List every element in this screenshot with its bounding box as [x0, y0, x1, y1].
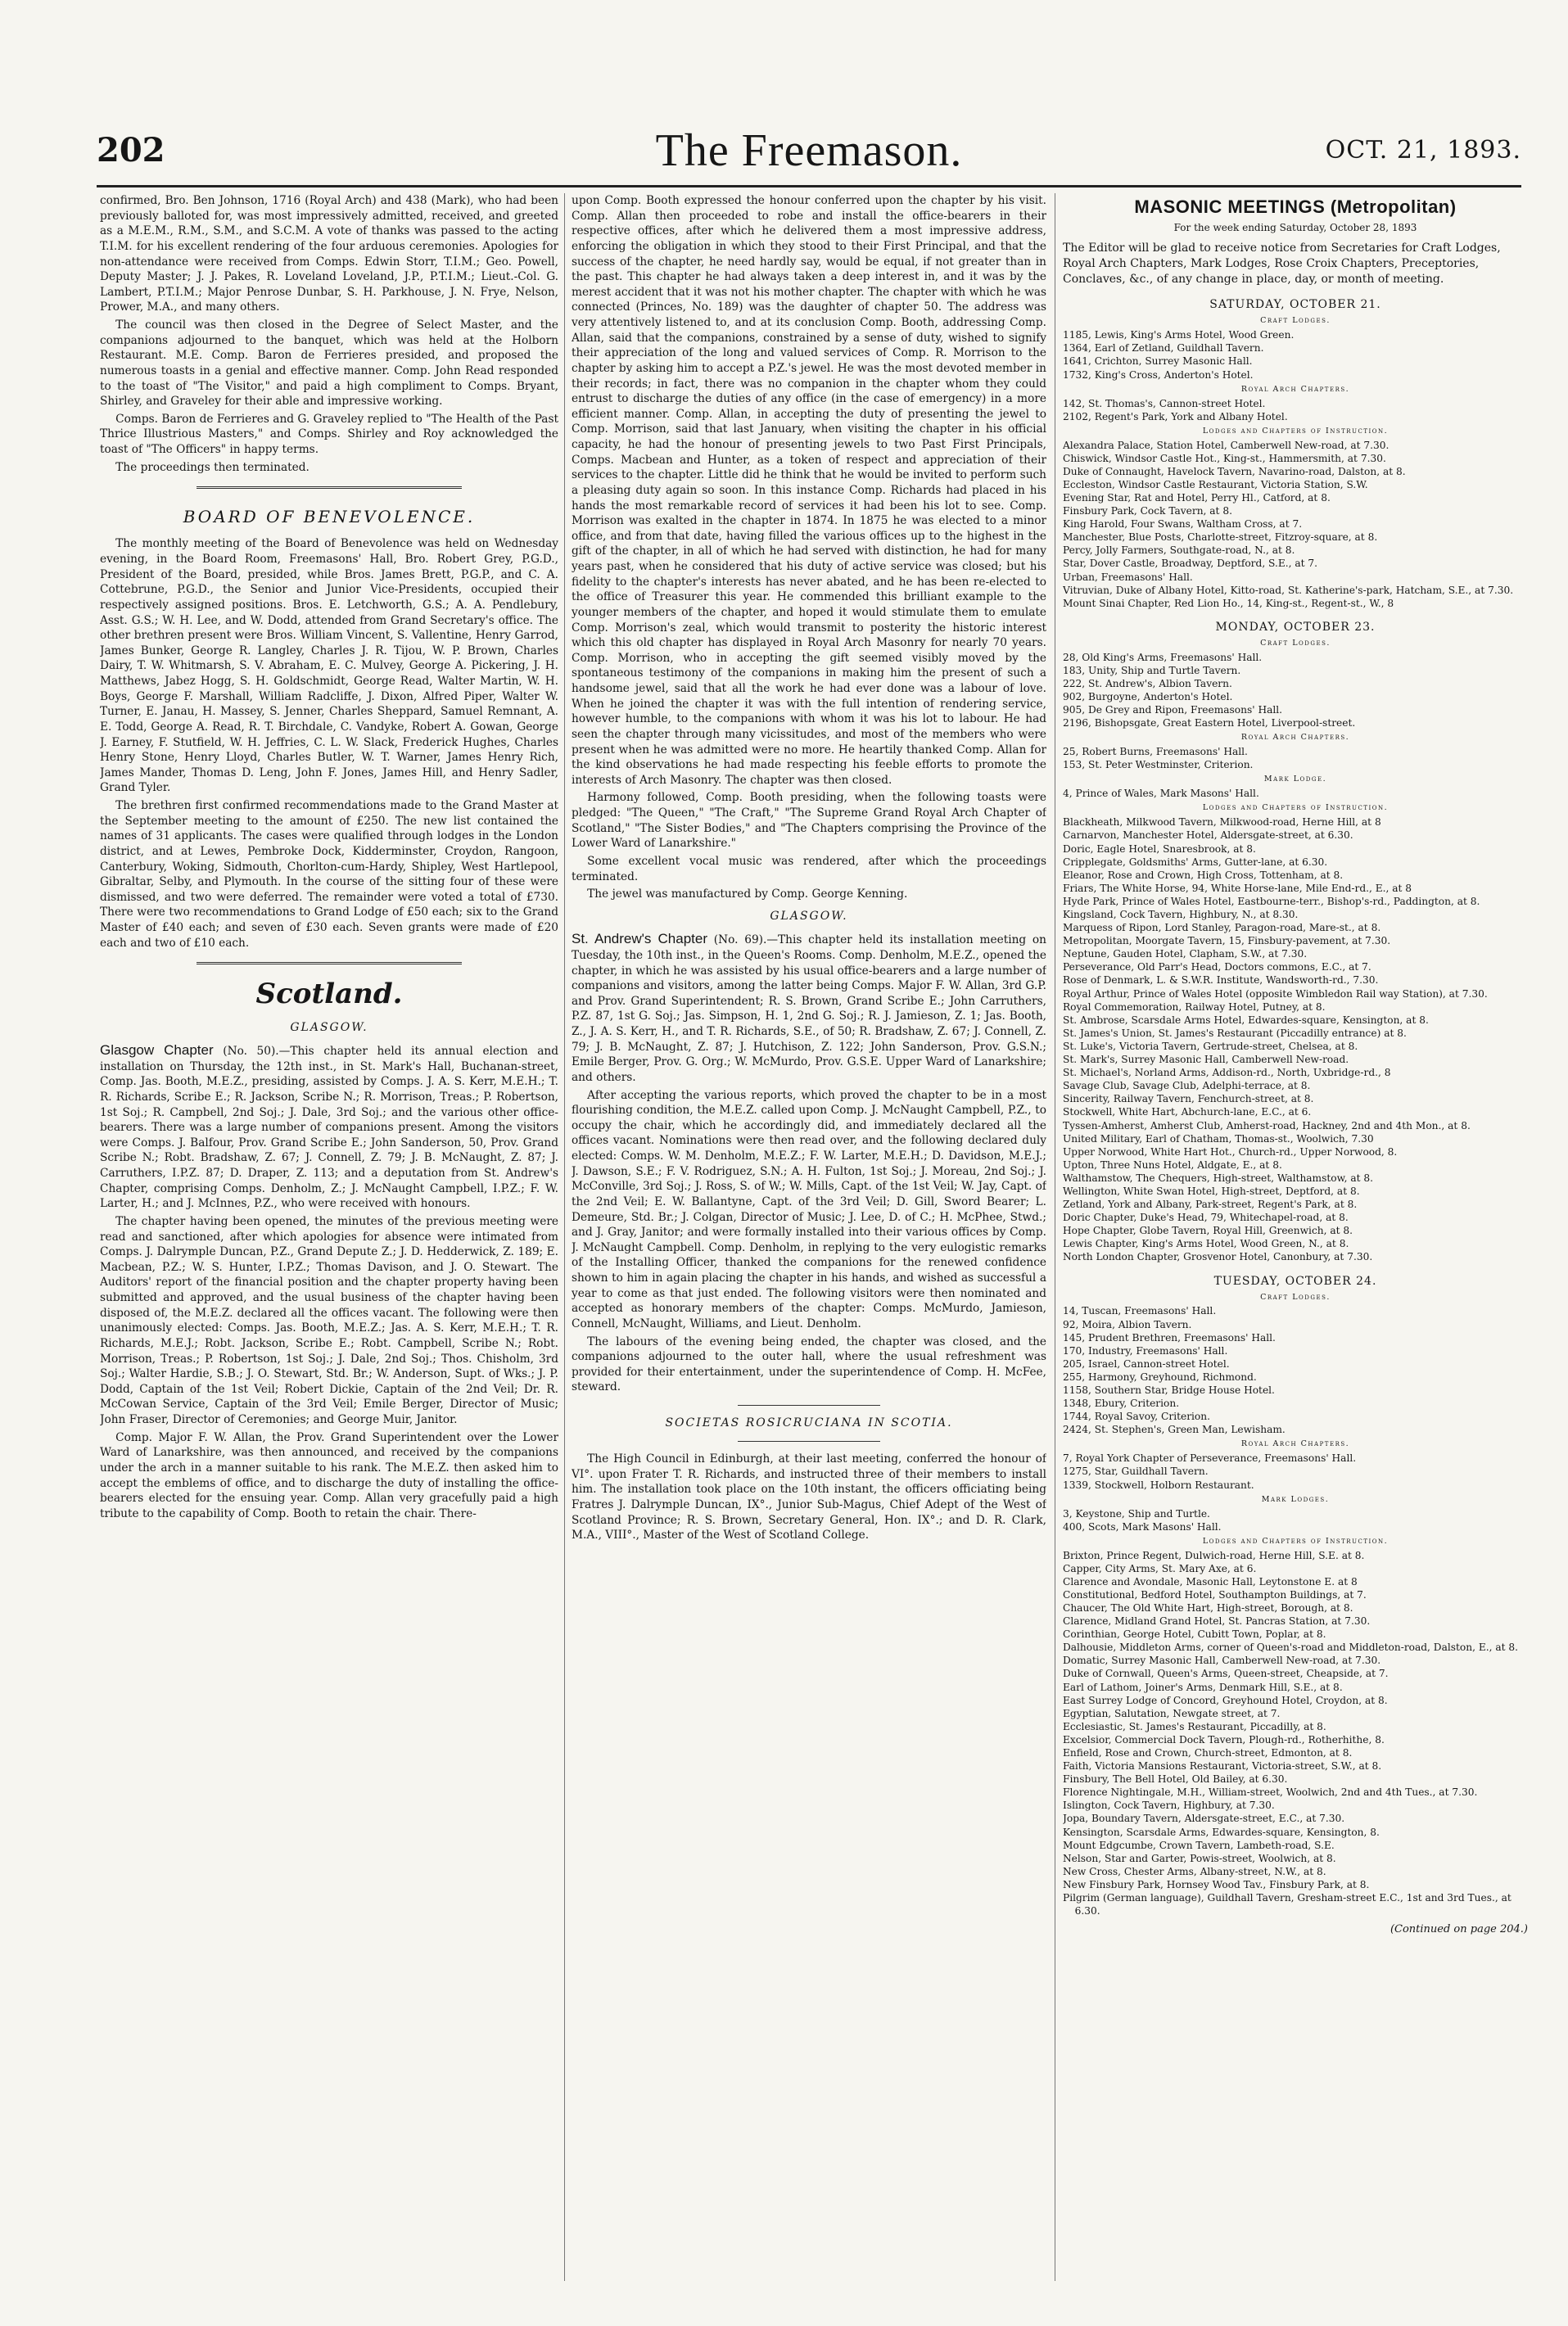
paragraph: Comp. Major F. W. Allan, the Prov. Grand Superintendent over the Lower Ward of Lanarkshire, was then announced, and received by the companions under the arch in a manner suitable to his rank. The M.E.Z. then asked him to accept the emblems of office, and to discharge the duty of installing the office-bearers elected for the ensuing year. Comp. Allan very gracefully paid a high tribute to the capability of Comp. Booth to retain the chair. There- — [100, 1430, 558, 1520]
meeting-entry: Jopa, Boundary Tavern, Aldersgate-street, E.C., at 7.30. — [1063, 1813, 1345, 1825]
glasgow-chapter-title: Glasgow Chapter — [100, 1041, 214, 1058]
meeting-entry: 7, Royal York Chapter of Perseverance, Freemasons' Hall. — [1063, 1452, 1357, 1465]
meeting-entry: Excelsior, Commercial Dock Tavern, Plough-rd., Rotherhithe, 8. — [1063, 1733, 1385, 1746]
board-of-benevolence-text — [100, 536, 558, 951]
meeting-entry: 145, Prudent Brethren, Freemasons' Hall. — [1063, 1331, 1276, 1344]
societas-rosicruciana-text — [572, 1452, 1046, 1543]
meeting-entry: St. Michael's, Norland Arms, Addison-rd., North, Uxbridge-rd., 8 — [1063, 1067, 1391, 1079]
meetings-schedule — [1063, 297, 1528, 1917]
section-divider — [197, 962, 463, 967]
meeting-entry: St. Ambrose, Scarsdale Arms Hotel, Edwardes-square, Kensington, at 8. — [1063, 1014, 1429, 1026]
meeting-entry: 1364, Earl of Zetland, Guildhall Tavern. — [1063, 342, 1264, 355]
section-divider — [197, 486, 463, 491]
glasgow-chapter-report — [100, 1041, 558, 1212]
meeting-entry: 2424, St. Stephen's, Green Man, Lewisham. — [1063, 1424, 1286, 1436]
meeting-entry: Hyde Park, Prince of Wales Hotel, Eastbourne-terr., Bishop's-rd., Paddington, at 8. — [1063, 895, 1480, 907]
paragraph: The monthly meeting of the Board of Benevolence was held on Wednesday evening, in the Board Room, Freemasons' Hall, Bro. Robert Grey, P.G.D., President of the Board, presided, while Bros. James Brett, P.G.P., and C. A. Cottebrune, P.G.D., the Senior and Junior Vice-Presidents, occupied their respectively assigned positions. Bros. E. Letchworth, G.S.; A. A. Pendlebury, Asst. G.S.; W. H. Lee, and W. Dodd, attended from Grand Secretary's office. The other brethren present were Bros. William Vincent, S. Vallentine, Henry Garrod, James Bunker, George R. Langley, Charles J. R. Tijou, W. P. Brown, Charles Dairy, T. W. Whitmarsh, S. V. Abraham, E. C. Mulvey, George A. Pickering, J. H. Matthews, Jabez Hogg, S. H. Goldschmidt, George Read, Walter Martin, W. H. Boys, George F. Marshall, William Radcliffe, J. Dixon, Alfred Piper, Walter W. Turner, E. Janau, H. Massey, S. Jenner, Charles Sheppard, Samuel Remnant, A. E. Todd, George A. Read, R. T. Birchdale, C. Vandyke, Robert A. Gowan, George J. Earney, F. Stutfield, W. H. Jeffries, C. L. W. Slack, Frederick Hughes, Charles Henry Stone, Henry Lloyd, Charles Butler, W. T. Warner, James Henry Rich, James Mander, Thomas D. Leng, John F. Jones, James Hill, and Henry Sadler, Grand Tyler. — [100, 537, 558, 795]
glasgow-chapter-continued — [572, 193, 1046, 902]
meeting-entry: Upton, Three Nuns Hotel, Aldgate, E., at 8. — [1063, 1158, 1282, 1171]
meeting-entry: Earl of Lathom, Joiner's Arms, Denmark Hill, S.E., at 8. — [1063, 1681, 1343, 1693]
meeting-category-heading: Craft Lodges. — [1260, 638, 1331, 648]
meeting-entry: 222, St. Andrew's, Albion Tavern. — [1063, 677, 1232, 689]
meeting-entry: Wellington, White Swan Hotel, High-street, Deptford, at 8. — [1063, 1185, 1360, 1197]
meeting-entry: Stockwell, White Hart, Abchurch-lane, E.C., at 6. — [1063, 1106, 1312, 1118]
meeting-entry: Finsbury, The Bell Hotel, Old Bailey, at 6.30. — [1063, 1773, 1288, 1786]
meeting-entry: Cripplegate, Goldsmiths' Arms, Gutter-lane, at 6.30. — [1063, 856, 1328, 868]
paragraph: The council was then closed in the Degree of Select Master, and the companions adjourned to the banquet, which was held at the Holborn Restaurant. M.E. Comp. Baron de Ferrieres presided, and proposed the numerous toasts in a genial and effective manner. Comp. John Read responded to the toast of "The Visitor," and paid a high compliment to Comps. Bryant, Shirley, and Graveley for their able and impressive working. — [100, 318, 558, 409]
paragraph: confirmed, Bro. Ben Johnson, 1716 (Royal Arch) and 438 (Mark), who had been previously balloted for, was most impressively admitted, received, and greeted as a M.E.M., R.M., S.M., and S.C.M. A vote of thanks was passed to the acting T.I.M. for his excellent rendering of the four arduous ceremonies. Apologies for non-attendance were received from Comps. Edwin Storr, T.I.M.; Geo. Powell, Deputy Master; J. J. Pakes, R. Loveland Loveland, J.P., P.T.I.M.; Lieut.-Col. G. Lambert, P.T.I.M.; Major Penrose Dunbar, S. H. Parkhouse, J. N. Frye, Nelson, Prower, M.A., and many others. — [100, 194, 558, 314]
meeting-category-heading: Royal Arch Chapters. — [1240, 1439, 1350, 1449]
paragraph: upon Comp. Booth expressed the honour conferred upon the chapter by his visit. Comp. Allan then proceeded to robe and install the office-bearers in their respective offices, after which he delivered them a most impressive address, enforcing the obligation in which they stood to their First Principal, and that the success of the chapter, he need hardly say, would be equal, if not greater than in the past. This chapter he had always taken a deep interest in, and it was by the merest accident that it was not his mother chapter. The chapter with which he was connected (Princes, No. 189) was the daughter of chapter 50. The address was very attentively listened to, and at its conclusion Comp. Booth, addressing Comp. Allan, said that the companions, constrained by a sense of duty, wished to signify their appreciation of the long and valued services of Comp. R. Morrison to the chapter by asking him to accept a P.Z.'s jewel. He was the most devoted member in their records; in fact, there was no companion in the chapter whom they could entrust to discharge the duties of any office (in the case of emergency) in a more efficient manner. Comp. Allan, in accepting the duty of presenting the jewel to Comp. Morrison, said that last January, when visiting the chapter in his official capacity, he had the honour of presenting jewels to two Past First Principals, Comps. Macbean and Hunter, as a token of respect and appreciation of their services to the chapter. Little did he think that he would be invited to perform such a pleasing duty again so soon. In this instance Comp. Richards had placed in his hands the most remarkable record of services it had been his lot to see. Comp. Morrison was exalted in the chapter in 1874. In 1875 he was elected to a minor office, and from that date, having filled the various offices up to the highest in the gift of the chapter, in all of which he had served with distinction, he had for many years past, when he considered that his duty of active service was closed; but his fidelity to the chapter's interests has never abated, and he has been re-elected to the office of Treasurer this year. He commended this brilliant example to the younger members of the chapter, and hoped it would stimulate them to emulate Comp. Morrison's zeal, which would transmit to posterity the historic interest which this old chapter has displayed in Royal Arch Masonry for nearly 70 years. Comp. Morrison, who in accepting the gift seemed visibly moved by the spontaneous testimony of the companions in making him the present of such a handsome jewel, said that all the work he had ever done was a labour of love. When he joined the chapter it was with the full intention of rendering service, however humble, to the companions with whom it was his lot to labour. He had seen the chapter through many vicissitudes, and most of the members who were present when he was admitted were no more. He heartily thanked Comp. Allan for the kind observations he had made respecting his feeble efforts to promote the interests of Arch Masonry. The chapter was then closed. — [572, 194, 1046, 787]
column-rule-1 — [564, 193, 565, 2281]
meeting-day-heading: TUESDAY, OCTOBER 24. — [1213, 1274, 1377, 1288]
meeting-entry: Pilgrim (German language), Guildhall Tavern, Gresham-street E.C., 1st and 3rd Tues., at 6.30. — [1063, 1892, 1512, 1917]
paragraph: The jewel was manufactured by Comp. George Kenning. — [587, 887, 908, 901]
meeting-entry: 1348, Ebury, Criterion. — [1063, 1398, 1180, 1410]
meeting-entry: Percy, Jolly Farmers, Southgate-road, N., at 8. — [1063, 544, 1295, 557]
meeting-entry: Savage Club, Savage Club, Adelphi-terrace, at 8. — [1063, 1080, 1311, 1092]
meeting-entry: Kingsland, Cock Tavern, Highbury, N., at 8.30. — [1063, 909, 1299, 920]
meeting-entry: Kensington, Scarsdale Arms, Edwardes-square, Kensington, 8. — [1063, 1826, 1380, 1838]
societas-rosicruciana-heading: SOCIETAS ROSICRUCIANA IN SCOTIA. — [665, 1416, 953, 1430]
meeting-entry: Urban, Freemasons' Hall. — [1063, 571, 1193, 583]
page-header — [97, 125, 1521, 183]
meeting-entry: 1158, Southern Star, Bridge House Hotel. — [1063, 1384, 1275, 1397]
meeting-entry: 400, Scots, Mark Masons' Hall. — [1063, 1520, 1222, 1533]
meeting-entry: Duke of Cornwall, Queen's Arms, Queen-street, Cheapside, at 7. — [1063, 1668, 1389, 1680]
glasgow-chapter-number: (No. 50). — [223, 1044, 279, 1058]
meeting-category-heading: Royal Arch Chapters. — [1240, 384, 1350, 394]
paragraph: Comps. Baron de Ferrieres and G. Graveley replied to "The Health of the Past Thrice Illustrious Masters," and Comps. Shirley and Roy acknowledged the toast of "The Officers" in happy terms. — [100, 412, 558, 456]
paragraph: The proceedings then terminated. — [115, 460, 310, 474]
meeting-entry: 28, Old King's Arms, Freemasons' Hall. — [1063, 651, 1263, 663]
meeting-entry: Doric Chapter, Duke's Head, 79, Whitechapel-road, at 8. — [1063, 1212, 1349, 1224]
meeting-entry: 1339, Stockwell, Holborn Restaurant. — [1063, 1479, 1254, 1491]
meeting-entry: Clarence, Midland Grand Hotel, St. Pancras Station, at 7.30. — [1063, 1615, 1371, 1628]
meeting-entry: Lewis Chapter, King's Arms Hotel, Wood Green, N., at 8. — [1063, 1238, 1349, 1250]
meeting-entry: Carnarvon, Manchester Hotel, Aldersgate-street, at 6.30. — [1063, 829, 1353, 842]
meeting-entry: Enfield, Rose and Crown, Church-street, Edmonton, at 8. — [1063, 1747, 1353, 1759]
meeting-entry: Blackheath, Milkwood Tavern, Milkwood-road, Herne Hill, at 8 — [1063, 816, 1381, 829]
meeting-entry: St. Luke's, Victoria Tavern, Gertrude-street, Chelsea, at 8. — [1063, 1040, 1358, 1052]
council-report-text — [100, 193, 558, 475]
meeting-entry: 142, St. Thomas's, Cannon-street Hotel. — [1063, 397, 1266, 409]
meeting-entry: Mount Sinai Chapter, Red Lion Ho., 14, King-st., Regent-st., W., 8 — [1063, 597, 1394, 609]
meeting-entry: 902, Burgoyne, Anderton's Hotel. — [1063, 691, 1233, 703]
editor-notice: The Editor will be glad to receive notice from Secretaries for Craft Lodges, Royal Arch Chapters, Mark Lodges, Rose Croix Chapters, Preceptories, Conclaves, &c., of any change in place, day, or month of meeting. — [1063, 242, 1501, 287]
meeting-entry: Tyssen-Amherst, Amherst Club, Amherst-road, Hackney, 2nd and 4th Mon., at 8. — [1063, 1119, 1471, 1131]
paragraph: Harmony followed, Comp. Booth presiding, when the following toasts were pledged: "The Queen," "The Craft," "The Supreme Grand Royal Arch Chapter of Scotland," "The Sister Bodies," and "The Chapters comprising the Province of the Lower Ward of Lanarkshire." — [572, 791, 1046, 851]
meeting-entry: 170, Industry, Freemasons' Hall. — [1063, 1344, 1228, 1357]
meeting-entry: 255, Harmony, Greyhound, Richmond. — [1063, 1371, 1257, 1383]
meeting-entry: 905, De Grey and Ripon, Freemasons' Hall. — [1063, 704, 1283, 716]
meeting-entry: Dalhousie, Middleton Arms, corner of Queen's-road and Middleton-road, Dalston, E., at 8. — [1063, 1642, 1519, 1654]
meeting-entry: Islington, Cock Tavern, Highbury, at 7.30. — [1063, 1800, 1275, 1812]
meeting-entry: 2196, Bishopsgate, Great Eastern Hotel, Liverpool-street. — [1063, 717, 1356, 729]
board-of-benevolence-heading: BOARD OF BENEVOLENCE. — [183, 507, 476, 527]
meeting-entry: 2102, Regent's Park, York and Albany Hotel. — [1063, 410, 1288, 422]
meeting-entry: 92, Moira, Albion Tavern. — [1063, 1318, 1192, 1330]
meeting-category-heading: Mark Lodge. — [1263, 775, 1327, 784]
meeting-day-heading: MONDAY, OCTOBER 23. — [1215, 620, 1376, 634]
glasgow-heading-2: GLASGOW. — [770, 909, 848, 923]
meeting-entry: Eleanor, Rose and Crown, High Cross, Tottenham, at 8. — [1063, 869, 1344, 881]
page-number: 202 — [97, 131, 165, 169]
st-andrews-chapter-text — [572, 1088, 1046, 1396]
meeting-entry: Eccleston, Windsor Castle Restaurant, Victoria Station, S.W. — [1063, 478, 1368, 490]
meeting-entry: Clarence and Avondale, Masonic Hall, Leytonstone E. at 8 — [1063, 1575, 1358, 1588]
st-andrews-chapter-title: St. Andrew's Chapter — [572, 930, 708, 946]
meeting-day-heading: SATURDAY, OCTOBER 21. — [1209, 298, 1381, 312]
meeting-entry: King Harold, Four Swans, Waltham Cross, at 7. — [1063, 518, 1303, 531]
meeting-entry: Hope Chapter, Globe Tavern, Royal Hill, Greenwich, at 8. — [1063, 1225, 1353, 1237]
paragraph: Some excellent vocal music was rendered, after which the proceedings terminated. — [572, 854, 1046, 883]
paragraph: The chapter having been opened, the minutes of the previous meeting were read and sanctioned, after which apologies for absence were intimated from Comps. J. Dalrymple Duncan, P.Z., Grand Depute Z.; J. D. Hedderwick, Z. 189; E. Macbean, P.Z.; W. S. Hunter, I.P.Z.; Thomas Davison, and J. O. Stewart. The Auditors' report of the financial position and the chapter property having been submitted and approved, and the usual business of the chapter having been disposed of, the M.E.Z. declared all the offices vacant. The following were then unanimously elected: Comps. Jas. Booth, M.E.Z.; Jas. A. S. Kerr, M.E.H.; T. R. Richards, M.E.J.; Robt. Jackson, Scribe E.; Robt. Campbell, Scribe N.; Robt. Morrison, Treas.; P. Robertson, 1st Soj.; J. Dale, 2nd Soj.; Thos. Chisholm, 3rd Soj.; Walter Hardie, S.B.; J. O. Stewart, Std. Br.; W. Anderson, Supt. of Wks.; J. P. Dodd, Captain of the 1st Veil; Robert Dickie, Captain of the 2nd Veil; Dr. R. McCowan Service, Captain of the 3rd Veil; Emile Berger, Director of Music; John Fraser, Director of Ceremonies; and George Muir, Janitor. — [100, 1214, 558, 1427]
meeting-entry: 183, Unity, Ship and Turtle Tavern. — [1063, 664, 1241, 676]
meeting-entry: 205, Israel, Cannon-street Hotel. — [1063, 1357, 1230, 1370]
meeting-entry: Egyptian, Salutation, Newgate street, at 7. — [1063, 1707, 1281, 1719]
meeting-entry: New Finsbury Park, Hornsey Wood Tav., Finsbury Park, at 8. — [1063, 1878, 1370, 1890]
st-andrews-chapter-number: (No. 69). — [713, 933, 767, 946]
paragraph: After accepting the various reports, which proved the chapter to be in a most flourishing condition, the M.E.Z. called upon Comp. J. McNaught Campbell, P.Z., to occupy the chair, which he accordingly did, and immediately declared all the offices vacant. Nominations were then read over, and the following declared duly elected: Comps. W. M. Denholm, M.E.Z.; F. W. Larter, M.E.H.; D. Davidson, M.E.J.; J. Dawson, S.E.; F. V. Rodriguez, S.N.; A. H. Fulton, 1st Soj.; J. Moreau, 2nd Soj.; J. McConville, 3rd Soj.; J. Ross, S. of W.; W. Mills, Capt. of the 1st Veil; W. Jay, Capt. of the 2nd Veil; E. W. Ballantyne, Capt. of the 3rd Veil; D. Gill, Sword Bearer; L. Demeure, Std. Br.; J. Colgan, Director of Music; J. Lee, D. of C.; H. McPhee, Stwd.; and J. Gray, Janitor; and were formally installed into their various offices by Comp. J. McNaught Campbell. Comp. Denholm, in replying to the very eulogistic remarks of the Installing Officer, thanked the companions for the renewed confidence shown to him in again placing the chapter in his hands, and wished as successful a year to come as that just ended. The following visitors were then nominated and accepted as honorary members of the chapter: Comps. McMurdo, Jamieson, Connell, McNaught, Williams, and Lieut. Denholm. — [572, 1088, 1046, 1330]
meeting-category-heading: Craft Lodges. — [1260, 316, 1331, 326]
meeting-entry: East Surrey Lodge of Concord, Greyhound Hotel, Croydon, at 8. — [1063, 1694, 1388, 1706]
st-andrews-chapter-report — [572, 929, 1046, 1086]
meeting-entry: United Military, Earl of Chatham, Thomas-st., Woolwich, 7.30 — [1063, 1132, 1374, 1145]
meeting-entry: Marquess of Ripon, Lord Stanley, Paragon-road, Mare-st., at 8. — [1063, 922, 1381, 934]
meeting-entry: 153, St. Peter Westminster, Criterion. — [1063, 759, 1254, 771]
meeting-entry: Evening Star, Rat and Hotel, Perry Hl., Catford, at 8. — [1063, 492, 1331, 504]
meeting-entry: 1732, King's Cross, Anderton's Hotel. — [1063, 368, 1254, 381]
section-divider — [738, 1405, 880, 1406]
meeting-entry: 4, Prince of Wales, Mark Masons' Hall. — [1063, 788, 1259, 800]
header-rule — [97, 185, 1521, 187]
meeting-entry: Domatic, Surrey Masonic Hall, Camberwell New-road, at 7.30. — [1063, 1655, 1381, 1667]
column-1 — [100, 193, 558, 2285]
meeting-entry: St. Mark's, Surrey Masonic Hall, Camberwell New-road. — [1063, 1054, 1349, 1066]
column-3 — [1063, 193, 1528, 2285]
meeting-entry: Metropolitan, Moorgate Tavern, 15, Finsbury-pavement, at 7.30. — [1063, 935, 1391, 947]
masonic-meetings-heading: MASONIC MEETINGS (Metropolitan) — [1134, 196, 1457, 217]
meeting-entry: Brixton, Prince Regent, Dulwich-road, Herne Hill, S.E. at 8. — [1063, 1549, 1365, 1561]
meeting-entry: Royal Commemoration, Railway Hotel, Putney, at 8. — [1063, 1000, 1326, 1013]
meeting-category-heading: Craft Lodges. — [1260, 1292, 1331, 1302]
meeting-entry: Rose of Denmark, L. & S.W.R. Institute, Wandsworth-rd., 7.30. — [1063, 974, 1379, 987]
meeting-entry: 3, Keystone, Ship and Turtle. — [1063, 1507, 1210, 1520]
meeting-entry: Alexandra Palace, Station Hotel, Camberwell New-road, at 7.30. — [1063, 439, 1390, 451]
meeting-entry: 1185, Lewis, King's Arms Hotel, Wood Green. — [1063, 329, 1295, 341]
meeting-entry: Royal Arthur, Prince of Wales Hotel (opposite Wimbledon Rail way Station), at 7.30. — [1063, 987, 1488, 1000]
scotland-heading: Scotland. — [255, 978, 403, 1011]
meeting-category-heading: Lodges and Chapters of Instruction. — [1202, 1536, 1389, 1546]
meeting-entry: Friars, The White Horse, 94, White Horse-lane, Mile End-rd., E., at 8 — [1063, 882, 1412, 894]
meeting-entry: Chaucer, The Old White Hart, High-street, Borough, at 8. — [1063, 1601, 1353, 1614]
meeting-entry: Finsbury Park, Cock Tavern, at 8. — [1063, 505, 1232, 517]
meeting-entry: Mount Edgcumbe, Crown Tavern, Lambeth-road, S.E. — [1063, 1839, 1335, 1851]
meeting-entry: Ecclesiastic, St. James's Restaurant, Piccadilly, at 8. — [1063, 1720, 1326, 1732]
meeting-entry: Doric, Eagle Hotel, Snaresbrook, at 8. — [1063, 842, 1256, 855]
column-2 — [572, 193, 1046, 2285]
meeting-entry: Perseverance, Old Parr's Head, Doctors commons, E.C., at 7. — [1063, 961, 1371, 973]
meeting-entry: 25, Robert Burns, Freemasons' Hall. — [1063, 746, 1248, 758]
meeting-entry: Faith, Victoria Mansions Restaurant, Victoria-street, S.W., at 8. — [1063, 1760, 1382, 1773]
meeting-category-heading: Lodges and Chapters of Instruction. — [1202, 426, 1389, 436]
meeting-category-heading: Lodges and Chapters of Instruction. — [1202, 803, 1389, 813]
meeting-entry: Zetland, York and Albany, Park-street, Regent's Park, at 8. — [1063, 1199, 1358, 1211]
meeting-entry: Walthamstow, The Chequers, High-street, Walthamstow, at 8. — [1063, 1172, 1373, 1184]
meeting-entry: Upper Norwood, White Hart Hot., Church-rd., Upper Norwood, 8. — [1063, 1145, 1398, 1158]
meeting-entry: Manchester, Blue Posts, Charlotte-street, Fitzroy-square, at 8. — [1063, 531, 1378, 544]
meeting-entry: Vitruvian, Duke of Albany Hotel, Kitto-road, St. Katherine's-park, Hatcham, S.E., at 7.30. — [1063, 584, 1514, 596]
meeting-entry: Nelson, Star and Garter, Powis-street, Woolwich, at 8. — [1063, 1852, 1336, 1864]
meeting-entry: Florence Nightingale, M.H., William-street, Woolwich, 2nd and 4th Tues., at 7.30. — [1063, 1786, 1478, 1799]
glasgow-heading: GLASGOW. — [290, 1020, 368, 1034]
st-andrews-chapter-body: —This chapter held its installation meeting on Tuesday, the 10th inst., in the Queen's Rooms. Comp. Denholm, M.E.Z., opened the chapter, in which he was assisted by his usual office-bearers and a large number of companions and visitors, among the latter being Comps. Major F. W. Allan, 3rd G.P. and Prov. Grand Superintendent; R. S. Brown, Grand Scribe E.; John Carruthers, P.Z. 87, 1st G. Soj.; Jas. Simpson, H. 1, 2nd G. Soj.; R. J. Jamieson, Z. 1; Jas. Booth, Z., J. A. S. Kerr, H., and T. R. Richards, S.E., of 50; R. Bradshaw, Z. 67; J. Connell, Z. 79; J. B. McNaught, Z. 87; J. Hutchison, Z. 122; John Sanderson, Prov. G.S.N.; Emile Berger, Prov. G. Org.; W. McMurdo, Prov. G.S.E. Upper Ward of Lanarkshire; and others. — [572, 933, 1046, 1084]
meeting-entry: 14, Tuscan, Freemasons' Hall. — [1063, 1305, 1217, 1317]
meeting-entry: Sincerity, Railway Tavern, Fenchurch-street, at 8. — [1063, 1093, 1314, 1105]
meeting-entry: 1641, Crichton, Surrey Masonic Hall. — [1063, 355, 1253, 368]
issue-date: OCT. 21, 1893. — [1325, 136, 1521, 165]
meeting-entry: 1275, Star, Guildhall Tavern. — [1063, 1466, 1209, 1478]
paragraph: The High Council in Edinburgh, at their last meeting, conferred the honour of VI°. upon Frater T. R. Richards, and instructed three of their members to install him. The installation took place on the 10th instant, the officers officiating being Fratres J. Dalrymple Duncan, IX°., Junior Sub-Magus, Chief Adept of the West of Scotland Province; R. S. Brown, Secretary General, Hon. IX°.; and D. R. Clark, M.A., VIII°., Master of the West of Scotland College. — [572, 1452, 1046, 1542]
meeting-entry: North London Chapter, Grosvenor Hotel, Canonbury, at 7.30. — [1063, 1251, 1373, 1263]
meeting-entry: Constitutional, Bedford Hotel, Southampton Buildings, at 7. — [1063, 1588, 1367, 1601]
paragraph: The brethren first confirmed recommendations made to the Grand Master at the September meeting to the amount of £250. The new list contained the names of 31 applicants. The cases were qualified through lodges in the London district, and at Lewes, Pembroke Dock, Kidderminster, Croydon, Rangoon, Canterbury, Woking, Sidmouth, Chorlton-cum-Hardy, Shipley, West Hartlepool, Gibraltar, Selby, and Plymouth. In the course of the sitting four of these were dismissed, and two were deferred. The remainder were voted a total of £730. There were two recommendations to Grand Lodge of £50 each; six to the Grand Master of £40 each; and seven of £30 each. Seven grants were made of £20 each and two of £10 each. — [100, 799, 558, 950]
masthead-title: The Freemason. — [655, 125, 963, 176]
meeting-entry: 1744, Royal Savoy, Criterion. — [1063, 1411, 1210, 1423]
meeting-category-heading: Mark Lodges. — [1261, 1494, 1330, 1504]
masonic-meetings-subheading: For the week ending Saturday, October 28, 1893 — [1173, 221, 1417, 233]
continued-note: (Continued on page 204.) — [1390, 1923, 1528, 1936]
glasgow-chapter-body: —This chapter held its annual election and installation on Thursday, the 12th inst., in St. Mark's Hall, Buchanan-street, Comp. Jas. Booth, M.E.Z., presiding, assisted by Comps. J. A. S. Kerr, M.E.H.; T. R. Richards, Scribe E.; R. Jackson, Scribe N.; R. Morrison, Treas.; P. Robertson, 1st Soj.; R. Campbell, 2nd Soj.; J. Dale, 3rd Soj.; and the various other office-bearers. There was a large number of companions present. Among the visitors were Comps. J. Balfour, Prov. Grand Scribe E.; John Sanderson, 50, Prov. Grand Scribe N.; Robt. Bradshaw, Z. 67; J. Connell, Z. 79; J. B. McNaught, Z. 87; J. Carruthers, I.P.Z. 87; D. Draper, Z. 113; and a deputation from St. Andrew's Chapter, comprising Comps. Denholm, Z.; J. McNaught Campbell, I.P.Z.; F. W. Larter, H.; and J. McInnes, P.Z., who were received with honours. — [100, 1044, 558, 1211]
meeting-entry: St. James's Union, St. James's Restaurant (Piccadilly entrance) at 8. — [1063, 1027, 1407, 1039]
meeting-entry: Neptune, Gauden Hotel, Clapham, S.W., at 7.30. — [1063, 948, 1308, 960]
meeting-entry: Duke of Connaught, Havelock Tavern, Navarino-road, Dalston, at 8. — [1063, 465, 1406, 477]
meeting-entry: Star, Dover Castle, Broadway, Deptford, S.E., at 7. — [1063, 558, 1318, 570]
glasgow-chapter-text — [100, 1214, 558, 1522]
paragraph: The labours of the evening being ended, the chapter was closed, and the companions adjourned to the outer hall, where the usual refreshment was provided for their entertainment, under the superintendence of Comp. H. McFee, steward. — [572, 1335, 1046, 1394]
meeting-entry: Capper, City Arms, St. Mary Axe, at 6. — [1063, 1562, 1257, 1574]
meeting-entry: Corinthian, George Hotel, Cubitt Town, Poplar, at 8. — [1063, 1628, 1326, 1641]
meeting-entry: Chiswick, Windsor Castle Hot., King-st., Hammersmith, at 7.30. — [1063, 452, 1386, 464]
meeting-entry: New Cross, Chester Arms, Albany-street, N.W., at 8. — [1063, 1865, 1326, 1877]
meeting-category-heading: Royal Arch Chapters. — [1240, 733, 1350, 743]
section-divider — [738, 1441, 880, 1442]
